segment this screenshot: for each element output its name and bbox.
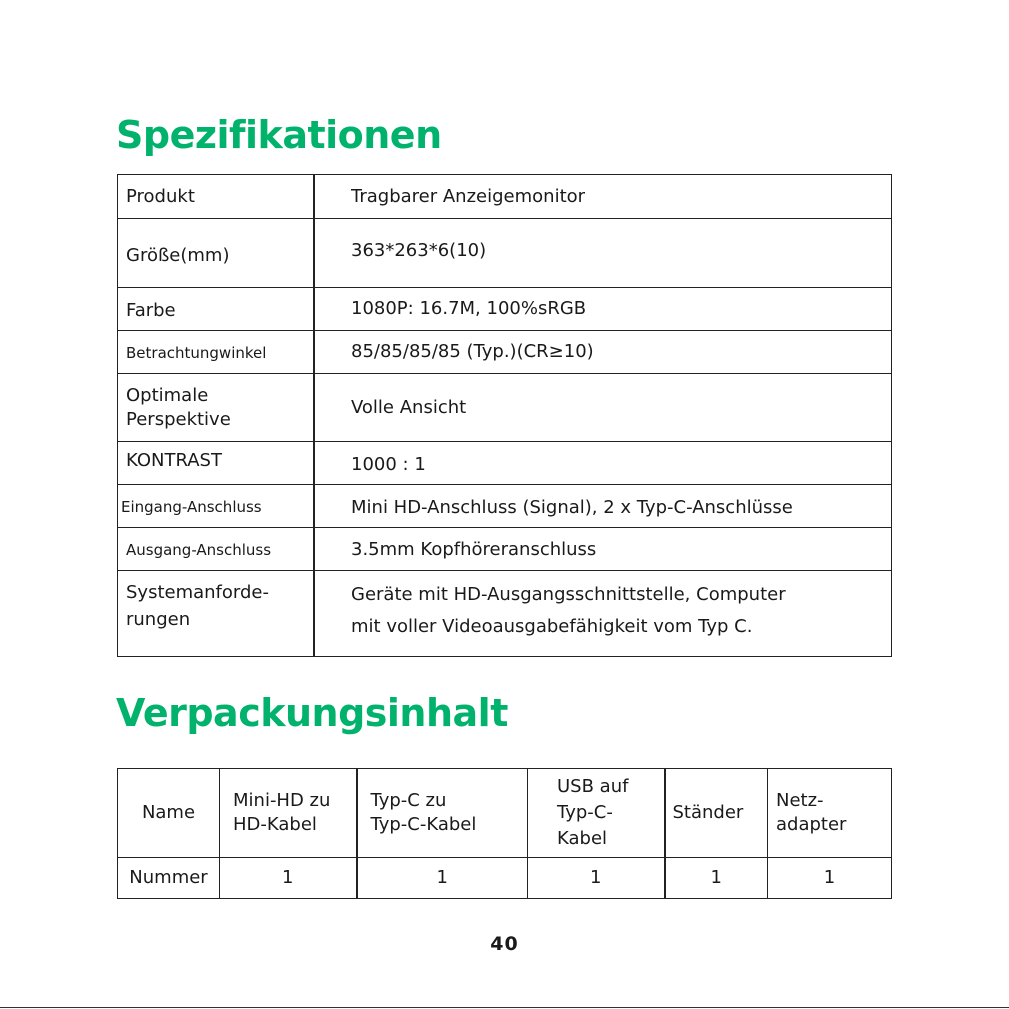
spec-row-product bbox=[118, 175, 892, 219]
spec-label: Eingang-Anschluss bbox=[118, 485, 315, 527]
spec-value: 3.5mm Kopfhöreranschluss bbox=[351, 539, 597, 560]
header-line: Netz- bbox=[776, 790, 824, 811]
spec-value: 1080P: 16.7M, 100%sRGB bbox=[351, 298, 587, 319]
spec-table bbox=[117, 174, 892, 657]
spec-label: Produkt bbox=[118, 175, 315, 218]
package-count: 1 bbox=[768, 858, 892, 899]
spec-label: Betrachtungwinkel bbox=[118, 331, 315, 373]
header-line: USB auf bbox=[557, 776, 629, 797]
package-count: 1 bbox=[665, 858, 768, 899]
header-line: Mini-HD zu bbox=[233, 790, 331, 811]
package-header-label: Name bbox=[118, 769, 220, 858]
spec-label bbox=[118, 374, 315, 441]
package-header-row bbox=[118, 769, 892, 858]
spec-value bbox=[315, 571, 891, 656]
package-title: Verpackungsinhalt bbox=[116, 691, 508, 735]
package-header-cell bbox=[768, 769, 892, 858]
spec-row-viewing-angle bbox=[118, 331, 892, 374]
header-line: adapter bbox=[776, 814, 847, 835]
spec-label-line: Optimale bbox=[126, 384, 209, 406]
spec-value: 1000 : 1 bbox=[351, 454, 426, 475]
spec-label: KONTRAST bbox=[118, 442, 315, 484]
spec-value-line: Geräte mit HD-Ausgangsschnittstelle, Computer bbox=[351, 584, 786, 605]
spec-row-color bbox=[118, 288, 892, 331]
header-line: Typ-C zu bbox=[370, 790, 447, 811]
header-line: Ständer bbox=[672, 802, 744, 823]
spec-row-input bbox=[118, 485, 892, 528]
spec-label bbox=[118, 571, 315, 656]
package-table bbox=[117, 768, 892, 899]
spec-row-requirements bbox=[118, 571, 892, 657]
spec-label-line: Perspektive bbox=[126, 408, 231, 430]
bottom-rule bbox=[0, 1007, 1009, 1008]
package-header-cell bbox=[528, 769, 665, 858]
spec-title: Spezifikationen bbox=[116, 113, 442, 157]
header-line: HD-Kabel bbox=[233, 814, 317, 835]
spec-label: Ausgang-Anschluss bbox=[118, 528, 315, 570]
spec-row-size bbox=[118, 219, 892, 288]
spec-value: 363*263*6(10) bbox=[351, 240, 487, 261]
spec-value: Mini HD-Anschluss (Signal), 2 x Typ-C-Anschlüsse bbox=[351, 497, 793, 518]
package-count: 1 bbox=[357, 858, 528, 899]
package-count: 1 bbox=[528, 858, 665, 899]
spec-label-line: Systemanforde- bbox=[126, 582, 269, 603]
spec-row-output bbox=[118, 528, 892, 571]
header-line: Typ-C- bbox=[557, 802, 613, 823]
package-count: 1 bbox=[220, 858, 357, 899]
page-number: 40 bbox=[490, 933, 519, 955]
package-header-cell bbox=[357, 769, 528, 858]
spec-label: Größe(mm) bbox=[118, 219, 315, 287]
spec-row-contrast bbox=[118, 442, 892, 485]
package-header-cell bbox=[220, 769, 357, 858]
spec-value: Tragbarer Anzeigemonitor bbox=[351, 185, 586, 207]
header-line: Typ-C-Kabel bbox=[370, 814, 477, 835]
package-row-label: Nummer bbox=[118, 858, 220, 899]
spec-label-line: rungen bbox=[126, 609, 191, 630]
spec-value-line: mit voller Videoausgabefähigkeit vom Typ C. bbox=[351, 616, 753, 637]
package-header-cell bbox=[665, 769, 768, 858]
spec-value: 85/85/85/85 (Typ.)(CR≥10) bbox=[351, 341, 594, 362]
package-count-row bbox=[118, 858, 892, 899]
header-line: Kabel bbox=[557, 828, 608, 849]
spec-row-perspective bbox=[118, 374, 892, 442]
spec-label: Farbe bbox=[118, 288, 315, 330]
spec-value: Volle Ansicht bbox=[351, 396, 467, 418]
